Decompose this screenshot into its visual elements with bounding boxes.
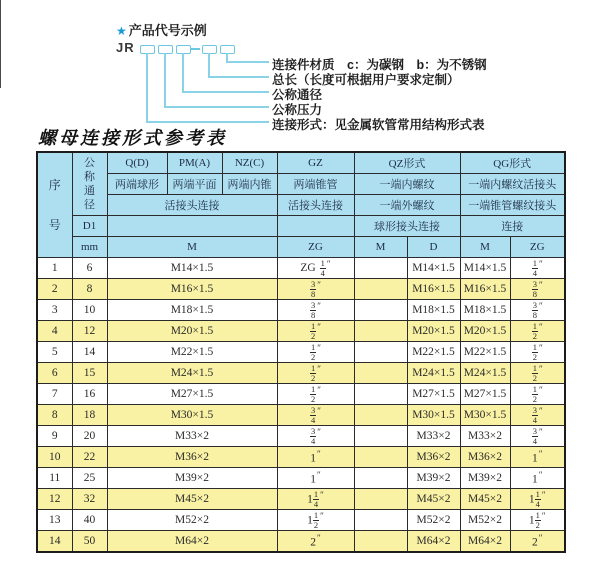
header-col-qz: QZ形式	[354, 152, 460, 174]
cell-m: M30×1.5	[107, 405, 277, 426]
cell-dn: 20	[72, 426, 107, 447]
cell-qg_m: M52×2	[460, 510, 510, 531]
cell-gz: 1 $\frac{1}{4}$ ″	[277, 489, 354, 510]
header-d1: D1	[72, 216, 107, 237]
connector-line	[208, 53, 210, 77]
cell-gz: $\frac{3}{8}$ ″	[277, 279, 354, 300]
cell-seq: 4	[37, 321, 72, 342]
cell-gz: $\frac{3}{8}$ ″	[277, 300, 354, 321]
table-row	[37, 300, 565, 321]
cell-gz: $\frac{1}{2}$ ″	[277, 363, 354, 384]
header-nz-sub: 两端内锥	[222, 174, 277, 195]
table-row	[37, 468, 565, 489]
cell-qz_d: M22×1.5	[407, 342, 460, 363]
cell-seq: 8	[37, 405, 72, 426]
cell-qg_m: M22×1.5	[460, 342, 510, 363]
cell-qg_zg: 1 $\frac{1}{2}$ ″	[510, 510, 565, 531]
cell-qg_zg: 1″	[510, 468, 565, 489]
table-title: 螺母连接形式参考表	[38, 128, 227, 149]
cell-m: M16×1.5	[107, 279, 277, 300]
diagram-label-length: 总长（长度可根据用户要求定制）	[272, 73, 460, 87]
cell-m: M45×2	[107, 489, 277, 510]
cell-m: M24×1.5	[107, 363, 277, 384]
cell-seq: 9	[37, 426, 72, 447]
connector-line	[146, 53, 148, 122]
table-row	[37, 279, 565, 300]
cell-qg_m: M20×1.5	[460, 321, 510, 342]
code-box-3	[176, 45, 191, 54]
header-qz-sub2: 一端外螺纹	[354, 195, 460, 216]
cell-qz_m	[354, 384, 407, 405]
cell-qg_m: M64×2	[460, 531, 510, 553]
header-m2: M	[354, 237, 407, 258]
cell-qz_d: M20×1.5	[407, 321, 460, 342]
cell-qz_m	[354, 279, 407, 300]
header-qz-sub3: 球形接头连接	[354, 216, 460, 237]
header-gz-sub: 两端锥管	[277, 174, 354, 195]
cell-dn: 8	[72, 279, 107, 300]
cell-gz: 1 $\frac{1}{2}$ ″	[277, 510, 354, 531]
cell-dn: 32	[72, 489, 107, 510]
cell-qz_m	[354, 447, 407, 468]
cell-seq: 3	[37, 300, 72, 321]
cell-qz_m	[354, 468, 407, 489]
header-dn: 公称通径	[72, 152, 107, 216]
header-live-joint: 活接头连接	[107, 195, 277, 216]
header-q-sub: 两端球形	[107, 174, 167, 195]
cell-qz_d: M14×1.5	[407, 258, 460, 279]
cell-gz: $\frac{3}{4}$ ″	[277, 405, 354, 426]
cell-m: M18×1.5	[107, 300, 277, 321]
cell-qg_m: M16×1.5	[460, 279, 510, 300]
code-box-4	[202, 45, 217, 54]
code-box-1	[140, 45, 155, 54]
connector-line	[182, 53, 184, 92]
cell-qz_d: M30×1.5	[407, 405, 460, 426]
code-dash	[191, 48, 200, 50]
header-qg-sub3: 连接	[460, 216, 565, 237]
cell-qg_m: M18×1.5	[460, 300, 510, 321]
diagram-title-text: 产品代号示例	[128, 23, 207, 38]
header-col-pm: PM(A)	[167, 152, 222, 174]
cell-dn: 22	[72, 447, 107, 468]
cell-qz_d: M36×2	[407, 447, 460, 468]
cell-dn: 6	[72, 258, 107, 279]
code-prefix: JR	[116, 40, 135, 55]
cell-qz_m	[354, 321, 407, 342]
cell-qg_m: M14×1.5	[460, 258, 510, 279]
header-qz-sub1: 一端内螺纹	[354, 174, 460, 195]
cell-gz: 1″	[277, 447, 354, 468]
cell-gz: $\frac{1}{2}$ ″	[277, 342, 354, 363]
diagram-label-material: 连接件材质 c：为碳钢 b：为不锈钢	[272, 58, 487, 72]
table-row	[37, 321, 565, 342]
table-row	[37, 342, 565, 363]
cell-qg_m: M33×2	[460, 426, 510, 447]
header-qg-sub2: 一端锥管螺纹接头	[460, 195, 565, 216]
header-col-gz: GZ	[277, 152, 354, 174]
cell-qz_d: M18×1.5	[407, 300, 460, 321]
cell-m: M64×2	[107, 531, 277, 553]
cell-seq: 11	[37, 468, 72, 489]
connector-line	[146, 121, 269, 123]
cell-qz_d: M39×2	[407, 468, 460, 489]
header-pm-sub: 两端平面	[167, 174, 222, 195]
cell-gz: $\frac{1}{2}$ ″	[277, 321, 354, 342]
cell-qg_zg: $\frac{1}{2}$ ″	[510, 321, 565, 342]
diagram-label-conn-form: 连接形式：见金属软管常用结构形式表	[272, 118, 485, 132]
code-box-5	[220, 45, 235, 54]
cell-qg_zg: $\frac{3}{8}$ ″	[510, 279, 565, 300]
header-m3: M	[460, 237, 510, 258]
cell-qg_zg: $\frac{1}{4}$ ″	[510, 258, 565, 279]
cell-qz_d: M33×2	[407, 426, 460, 447]
table-header	[37, 152, 565, 258]
cell-qg_zg: 1 $\frac{1}{4}$ ″	[510, 489, 565, 510]
table-row	[37, 447, 565, 468]
cell-qz_m	[354, 426, 407, 447]
cell-dn: 10	[72, 300, 107, 321]
cell-qg_m: M45×2	[460, 489, 510, 510]
header-zg1: ZG	[277, 237, 354, 258]
cell-dn: 15	[72, 363, 107, 384]
connector-line	[182, 91, 269, 93]
scan-artifact-line	[0, 0, 1, 88]
cell-qg_zg: $\frac{3}{4}$ ″	[510, 405, 565, 426]
cell-qg_m: M30×1.5	[460, 405, 510, 426]
table-row	[37, 258, 565, 279]
cell-dn: 16	[72, 384, 107, 405]
cell-gz: $\frac{3}{4}$ ″	[277, 426, 354, 447]
cell-m: M14×1.5	[107, 258, 277, 279]
cell-qz_d: M45×2	[407, 489, 460, 510]
header-zg3: ZG	[510, 237, 565, 258]
star-icon: ★	[116, 24, 127, 38]
cell-qz_m	[354, 342, 407, 363]
connector-line	[164, 53, 166, 107]
cell-seq: 12	[37, 489, 72, 510]
cell-qz_d: M16×1.5	[407, 279, 460, 300]
table-row	[37, 384, 565, 405]
cell-seq: 6	[37, 363, 72, 384]
connector-line	[164, 106, 269, 108]
cell-seq: 7	[37, 384, 72, 405]
cell-m: M36×2	[107, 447, 277, 468]
cell-qg_zg: 2″	[510, 531, 565, 553]
header-col-qg: QG形式	[460, 152, 565, 174]
table-row	[37, 489, 565, 510]
cell-qg_m: M36×2	[460, 447, 510, 468]
header-seq: 序号	[37, 152, 72, 258]
header-mm: mm	[72, 237, 107, 258]
cell-qz_d: M64×2	[407, 531, 460, 553]
cell-dn: 12	[72, 321, 107, 342]
cell-qg_zg: $\frac{3}{8}$ ″	[510, 300, 565, 321]
cell-qg_zg: $\frac{1}{2}$ ″	[510, 363, 565, 384]
cell-m: M33×2	[107, 426, 277, 447]
cell-qz_m	[354, 258, 407, 279]
cell-gz: 2″	[277, 531, 354, 553]
header-col-q: Q(D)	[107, 152, 167, 174]
cell-qz_m	[354, 489, 407, 510]
cell-qg_zg: 1″	[510, 447, 565, 468]
cell-dn: 25	[72, 468, 107, 489]
cell-qg_zg: $\frac{1}{2}$ ″	[510, 384, 565, 405]
cell-m: M20×1.5	[107, 321, 277, 342]
cell-qz_m	[354, 363, 407, 384]
cell-qz_m	[354, 510, 407, 531]
cell-gz: ZG $\frac{1}{4}$ ″	[277, 258, 354, 279]
cell-m: M27×1.5	[107, 384, 277, 405]
cell-m: M39×2	[107, 468, 277, 489]
cell-gz: $\frac{1}{2}$ ″	[277, 384, 354, 405]
cell-seq: 10	[37, 447, 72, 468]
diagram-title	[116, 20, 207, 39]
cell-qz_m	[354, 300, 407, 321]
connector-line	[208, 76, 269, 78]
diagram-label-pressure: 公称压力	[272, 103, 323, 117]
header-col-nz: NZ(C)	[222, 152, 277, 174]
cell-qg_zg: $\frac{3}{4}$ ″	[510, 426, 565, 447]
cell-qz_d: M27×1.5	[407, 384, 460, 405]
cell-qz_d: M24×1.5	[407, 363, 460, 384]
header-empty-cell	[107, 216, 277, 237]
cell-qz_m	[354, 405, 407, 426]
cell-seq: 14	[37, 531, 72, 553]
header-live-joint-gz: 活接头连接	[277, 195, 354, 216]
table-body	[37, 258, 565, 553]
cell-dn: 40	[72, 510, 107, 531]
cell-seq: 2	[37, 279, 72, 300]
cell-qg_zg: $\frac{1}{2}$ ″	[510, 342, 565, 363]
cell-dn: 50	[72, 531, 107, 553]
cell-gz: 1″	[277, 468, 354, 489]
cell-qg_m: M39×2	[460, 468, 510, 489]
code-box-2	[158, 45, 173, 54]
table-row	[37, 405, 565, 426]
table-row	[37, 363, 565, 384]
cell-qz_m	[354, 531, 407, 553]
cell-m: M52×2	[107, 510, 277, 531]
table-row	[37, 426, 565, 447]
header-d2: D	[407, 237, 460, 258]
cell-qg_m: M27×1.5	[460, 384, 510, 405]
cell-seq: 1	[37, 258, 72, 279]
cell-seq: 13	[37, 510, 72, 531]
cell-m: M22×1.5	[107, 342, 277, 363]
cell-qz_d: M52×2	[407, 510, 460, 531]
cell-qg_m: M24×1.5	[460, 363, 510, 384]
header-empty-cell	[277, 216, 354, 237]
nut-connection-table	[36, 151, 566, 553]
header-m1: M	[107, 237, 277, 258]
table-row	[37, 531, 565, 553]
connector-line	[226, 61, 269, 63]
cell-dn: 14	[72, 342, 107, 363]
diagram-label-diameter: 公称通径	[272, 88, 323, 102]
header-qg-sub1: 一端内螺纹活接头	[460, 174, 565, 195]
cell-seq: 5	[37, 342, 72, 363]
cell-dn: 18	[72, 405, 107, 426]
table-row	[37, 510, 565, 531]
